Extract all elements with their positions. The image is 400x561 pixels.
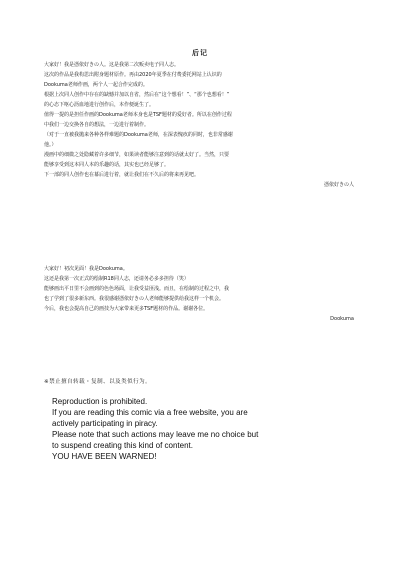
reprint-notice: ※禁止擅自转载・复制、以及类似行为。 (44, 379, 152, 385)
afterword-title: 后记 (192, 49, 208, 57)
warning-line: Reproduction is prohibited. (52, 397, 148, 406)
paragraph-line: 的心态下呕心沥血地进行创作后，本作便诞生了。 (44, 102, 155, 108)
author-signature: Dookuma (330, 316, 354, 322)
paragraph-line: 这次的作品是我构思出附身题材原作。再由2020年夏季在付费委托网站上认识的 (44, 72, 222, 78)
warning-line: Please note that such actions may leave me no choice but (52, 430, 259, 439)
paragraph-line: （对于一直被我抛来各种各样难题的Dookuma老师，在深表愧疚的同时，也非常感谢 (44, 132, 233, 138)
afterword-author-2 (44, 264, 362, 324)
paragraph-line: Dookuma老师作画，两个人一起合作完成的。 (44, 82, 148, 88)
paragraph-line: 根据上次同人创作中存在的缺憾并加以自省，然后在“这个想看！”、“那个也想看！” (44, 92, 230, 98)
paragraph-line: 漫画中的细微之处隐藏着许多细节，如果读者能够注意到的话就太好了。当然，只要 (44, 152, 230, 158)
warning-line: actively participating in piracy. (52, 419, 158, 428)
paragraph-line: 今后，我也会提高自己的画技为大家带来更多TSF题材的作品。谢谢各位。 (44, 306, 209, 312)
paragraph-line: 能够画出平日里不会画到的色色场面，让我受益匪浅。而且，在绘制的过程之中，我 (44, 286, 230, 292)
paragraph-line: 大家好！初次见面！我是Dookuma。 (44, 266, 128, 272)
paragraph-line: 中我们一边交换各自的想法，一边进行着制作。 (44, 122, 150, 128)
paragraph-line: 值得一提的是担任作画的Dookuma老师本身也是TSF题材的爱好者。所以在创作过程 (44, 112, 232, 118)
warning-line: to suspend creating this kind of content. (52, 441, 193, 450)
author-signature: 憑依好きの人 (323, 182, 354, 188)
warning-line: YOU HAVE BEEN WARNED! (52, 452, 157, 461)
paragraph-line: 他。） (44, 142, 57, 148)
piracy-warning (52, 396, 392, 462)
paragraph-line: 下一部的同人创作也在幕后进行着，就让我们在不久后的将来再见吧。 (44, 172, 200, 178)
paragraph-line: 大家好！我是憑依好きの人。这是我第二次贩卖电子同人志。 (44, 62, 180, 68)
afterword-author-1 (44, 60, 362, 190)
paragraph-line: 这还是我第一次正式的绘制R18同人志，还请务必多多担待（笑） (44, 276, 189, 282)
warning-line: If you are reading this comic via a free website, you are (52, 408, 248, 417)
paragraph-line: 能够享受到这本同人本的乐趣的话，其实也已经足够了。 (44, 162, 170, 168)
paragraph-line: 也了学到了很多新东西。我很感谢憑依好きの人老师能够提供给我这样一个机会。 (44, 296, 225, 302)
